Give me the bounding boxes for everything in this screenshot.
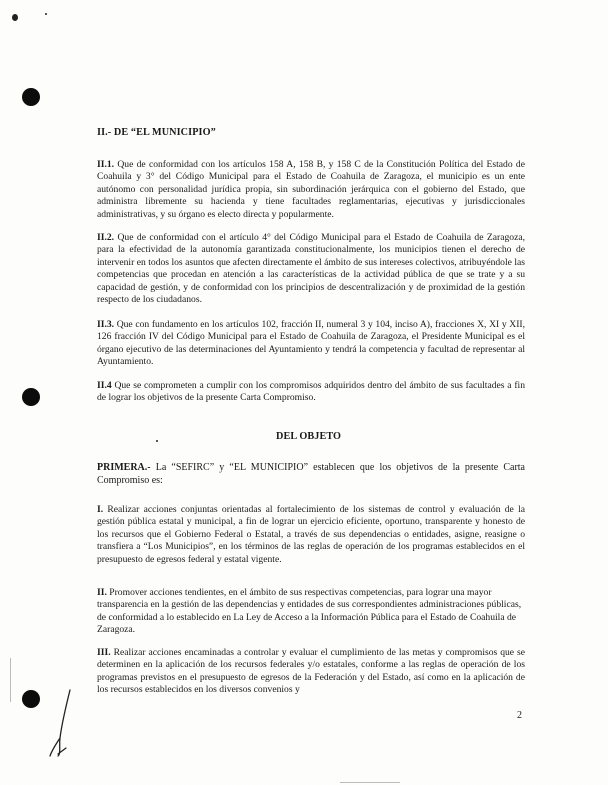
clause-label: PRIMERA.-	[97, 462, 151, 473]
scan-speck	[45, 13, 47, 15]
item-text: Realizar acciones encaminadas a controlar y evaluar el cumplimiento de las metas y compromisos que se determinen en la aplicación de los recursos federales y/o estatales, conforme a las reglas de operación de los programas previstos en el presupuesto de egresos de la Federación y del Estado, así como en la aplicación de los recursos establecidos en los diversos convenios y	[97, 647, 525, 696]
object-heading: DEL OBJETO	[276, 431, 342, 442]
page-number: 2	[517, 710, 522, 721]
paragraph-text: Que se comprometen a cumplir con los compromisos adquiridos dentro del ámbito de sus facultades a fin de lograr los objetivos de la presente Carta Compromiso.	[97, 380, 525, 404]
paragraph-text: Que con fundamento en los artículos 102, fracción II, numeral 3 y 104, inciso A), fracciones X, XI y XII, 126 fracción IV del Código Municipal para el Estado de Coahuila de Zaragoza, el Presidente Municipal es el órgano ejecutivo de las determinaciones del Ayuntamiento y tendrá la competencia y facultad de representar al Ayuntamiento.	[97, 319, 525, 368]
paragraph-II-3	[97, 319, 525, 369]
paragraph-label: II.2.	[97, 232, 115, 243]
punch-hole-bottom	[22, 690, 40, 708]
bottom-scan-line	[340, 782, 400, 783]
paragraph-II-1	[97, 159, 525, 221]
clause-primera	[97, 461, 525, 487]
item-label: II.	[97, 587, 107, 598]
paragraph-label: II.3.	[97, 319, 115, 330]
paragraph-II-2	[97, 232, 525, 306]
item-label: I.	[97, 504, 104, 515]
scan-speck	[156, 440, 158, 442]
signature-initial	[48, 688, 78, 758]
scan-edge-line	[10, 658, 11, 702]
paragraph-label: II.1.	[97, 159, 115, 170]
punch-hole-top	[22, 88, 40, 106]
paragraph-II-4	[97, 380, 525, 405]
item-label: III.	[97, 647, 111, 658]
clause-text: La “SEFIRC” y “EL MUNICIPIO” establecen que los objetivos de la presente Carta Compromiso es:	[97, 462, 525, 486]
paragraph-text: Que de conformidad con los artículos 158 A, 158 B, y 158 C de la Constitución Política del Estado de Coahuila y 3° del Código Municipal para el Estado de Coahuila de Zaragoza, el municipio es un ente autónomo con personalidad jurídica propia, sin subordinación jerárquica con el gobierno del Estado, que administra libremente su hacienda y tiene facultades reglamentarias, ejecutivas y jurisdiccionales administrativas, y su órgano es electo directa y popularmente.	[97, 159, 525, 220]
item-text: Realizar acciones conjuntas orientadas al fortalecimiento de los sistemas de control y evaluación de la gestión pública estatal y municipal, a fin de lograr un ejercicio eficiente, oportuno, transparente y honesto de los recursos que el Gobierno Federal o Estatal, a través de sus dependencias o entidades, asigne, reasigne o transfiera a “Los Municipios”, en los términos de las reglas de operación de los programas establecidos en el presupuesto de egresos federal y estatal vigente.	[97, 504, 525, 565]
paragraph-label: II.4	[97, 380, 112, 391]
scan-speck	[12, 14, 18, 21]
item-text: Promover acciones tendientes, en el ámbito de sus respectivas competencias, para lograr una mayor transparencia en la gestión de las dependencias y entidades de sus correspondientes administraciones públicas, de conformidad a lo establecido en La Ley de Acceso a la Información Pública para el Estado de Coahuila de Zaragoza.	[97, 587, 522, 636]
punch-hole-middle	[22, 388, 40, 406]
section-heading: II.- DE “EL MUNICIPIO”	[97, 127, 216, 138]
objective-item-III	[97, 647, 525, 697]
objective-item-I	[97, 504, 525, 566]
objective-item-II	[97, 587, 525, 637]
paragraph-text: Que de conformidad con el artículo 4° del Código Municipal para el Estado de Coahuila de Zaragoza, para la efectividad de la autonomía garantizada constitucionalmente, los municipios tienen el derecho de intervenir en todos los asuntos que afecten directamente el ámbito de sus intereses colectivos, atribuyéndole las competencias que procedan en atención a las características de la actividad pública de que se trate y a su capacidad de gestión, y de conformidad con los principios de descentralización y de proximidad de la gestión respecto de los ciudadanos.	[97, 232, 525, 306]
